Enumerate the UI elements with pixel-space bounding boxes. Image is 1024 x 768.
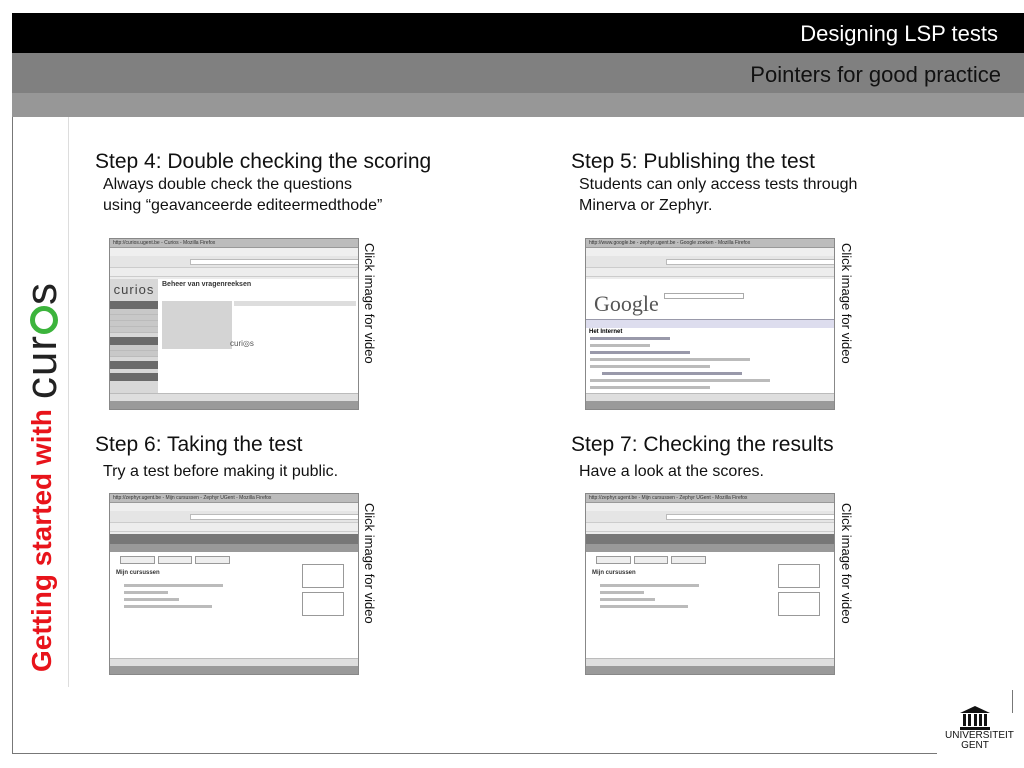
slide-title: Designing LSP tests bbox=[800, 21, 998, 46]
video-thumbnail-step-6[interactable] bbox=[109, 493, 359, 675]
nav-toolbar bbox=[110, 256, 358, 268]
step-text: Try a test before making it public. bbox=[103, 463, 339, 480]
step-title: Step 4: Double checking the scoring bbox=[95, 150, 432, 173]
divider bbox=[12, 117, 13, 754]
window-titlebar: http://zephyr.ugent.be - Mijn cursussen - Zephyr UGent - Mozilla Firefox bbox=[586, 494, 834, 503]
step-text: Always double check the questions bbox=[103, 176, 353, 193]
curios-sidebar: curios bbox=[110, 279, 158, 393]
step-7 bbox=[571, 433, 834, 482]
step-text: Students can only access tests through bbox=[579, 176, 858, 193]
check-circle-icon bbox=[30, 306, 58, 334]
step-title: Step 7: Checking the results bbox=[571, 433, 834, 456]
menu-bar bbox=[586, 503, 834, 511]
title-bar bbox=[12, 13, 1024, 53]
ugent-logo: UNIVERSITEIT GENT bbox=[945, 706, 1005, 751]
nav-toolbar bbox=[586, 256, 834, 268]
window-titlebar: http://www.google.be - zephyr.ugent.be - Google zoeken - Mozilla Firefox bbox=[586, 239, 834, 248]
step-text: Minerva or Zephyr. bbox=[579, 197, 713, 214]
google-toolbar bbox=[586, 268, 834, 277]
video-caption[interactable]: Click image for video bbox=[839, 243, 854, 364]
menu-bar bbox=[110, 503, 358, 511]
step-title: Step 5: Publishing the test bbox=[571, 150, 815, 173]
step-text: using “geavanceerde editeermedthode” bbox=[103, 197, 383, 214]
page-body: Google Het Internet bbox=[586, 279, 834, 393]
step-4 bbox=[95, 150, 431, 216]
divider bbox=[68, 117, 69, 687]
menu-bar bbox=[110, 248, 358, 256]
step-6 bbox=[95, 433, 338, 482]
video-thumbnail-step-4[interactable] bbox=[109, 238, 359, 410]
window-titlebar: http://zephyr.ugent.be - Mijn cursussen - Zephyr UGent - Mozilla Firefox bbox=[110, 494, 358, 503]
nav-toolbar bbox=[586, 511, 834, 523]
menu-bar bbox=[586, 248, 834, 256]
google-toolbar bbox=[110, 268, 358, 277]
page-body: curios Beheer van vragenreeksen curi◎s bbox=[110, 279, 358, 393]
google-toolbar bbox=[110, 523, 358, 532]
sidebar-text: Getting started with bbox=[26, 409, 57, 672]
video-caption[interactable]: Click image for video bbox=[362, 243, 377, 364]
window-titlebar: http://curios.ugent.be - Curios - Mozilla Firefox bbox=[110, 239, 358, 248]
video-caption[interactable]: Click image for video bbox=[362, 503, 377, 624]
page-body: Mijn cursussen bbox=[110, 534, 358, 658]
sidebar-banner bbox=[17, 232, 66, 672]
step-5 bbox=[571, 150, 857, 216]
slide-subtitle: Pointers for good practice bbox=[750, 62, 1001, 87]
divider bbox=[12, 753, 937, 754]
divider bbox=[1012, 690, 1013, 713]
building-icon bbox=[960, 706, 990, 730]
page-body: Mijn cursussen bbox=[586, 534, 834, 658]
curios-logo: curs bbox=[17, 281, 66, 400]
google-logo: Google bbox=[594, 291, 659, 316]
nav-toolbar bbox=[110, 511, 358, 523]
step-text: Have a look at the scores. bbox=[579, 463, 764, 480]
header-strip bbox=[12, 93, 1024, 117]
step-title: Step 6: Taking the test bbox=[95, 433, 303, 456]
video-caption[interactable]: Click image for video bbox=[839, 503, 854, 624]
video-thumbnail-step-7[interactable] bbox=[585, 493, 835, 675]
subtitle-bar bbox=[12, 53, 1024, 93]
google-toolbar bbox=[586, 523, 834, 532]
video-thumbnail-step-5[interactable] bbox=[585, 238, 835, 410]
